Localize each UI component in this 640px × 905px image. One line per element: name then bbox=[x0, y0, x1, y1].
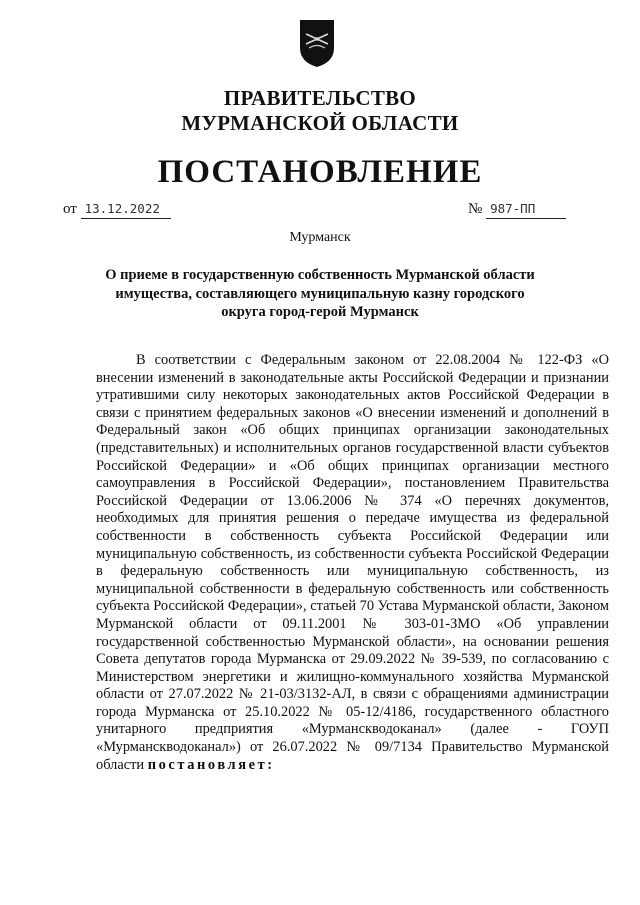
government-name-line2: МУРМАНСКОЙ ОБЛАСТИ bbox=[181, 111, 459, 135]
body-paragraph bbox=[96, 352, 609, 774]
document-type-title: ПОСТАНОВЛЕНИЕ bbox=[157, 154, 483, 190]
city-name: Мурманск bbox=[289, 230, 351, 245]
document-number bbox=[468, 200, 566, 219]
body-text: В соответствии с Федеральным законом от 22.08.2004 № 122-ФЗ «О внесении изменений в законодательные акты Российской Федерации и признании утратившими силу некоторых законодательных актов Российской Федерации в связи с принятием федеральных законов «О внесении изменений и дополнений в Федеральный закон «Об общих принципах организации законодательных (представительных) и исполнительных органов государственной власти субъектов Российской Федерации» и «Об общих принципах организации местного самоуправления в Российской Федерации», постановлением Правительства Российской Федерации от 13.06.2006 № 374 «О перечнях документов, необходимых для принятия решения о передаче имущества из федеральной собственности в собственность субъекта Российской Федерации или муниципальную собственность, из собственности субъекта Российской Федерации в федеральную собственность или муниципальную собственность, из муниципальной собственности в федеральную собственность или собственность субъекта Российской Федерации», статьей 70 Устава Мурманской области, Законом Мурманской области от 09.11.2001 № 303-01-ЗМО «Об управлении государственной собственностью Мурманской области», на основании решения Совета депутатов города Мурманска от 29.09.2022 № 39-539, по согласованию с Министерством энергетики и жилищно-коммунального хозяйства Мурманской области от 27.07.2022 № 21-03/3132-АЛ, в связи с обращениями администрации города Мурманска от 25.10.2022 № 05-12/4186, государственного областного унитарного предприятия «Мурманскводоканал» (далее - ГОУП «Мурманскводоканал») от 26.07.2022 № 09/7134 Правительство Мурманской области bbox=[96, 352, 609, 773]
document-date bbox=[63, 200, 171, 219]
document-body bbox=[96, 352, 609, 774]
document-subject: О приеме в государственную собственность Мурманской области имущества, составляющего муниципальную казну городского округа город-герой Мурманск bbox=[105, 267, 535, 320]
number-value: 987-ПП bbox=[486, 200, 566, 219]
murmansk-coat-of-arms-icon bbox=[297, 18, 337, 68]
government-name-line1: ПРАВИТЕЛЬСТВО bbox=[223, 86, 417, 110]
date-prefix: от bbox=[63, 201, 77, 217]
date-value: 13.12.2022 bbox=[81, 200, 171, 219]
number-prefix: № bbox=[468, 201, 483, 217]
resolves-word: постановляет: bbox=[147, 756, 275, 773]
